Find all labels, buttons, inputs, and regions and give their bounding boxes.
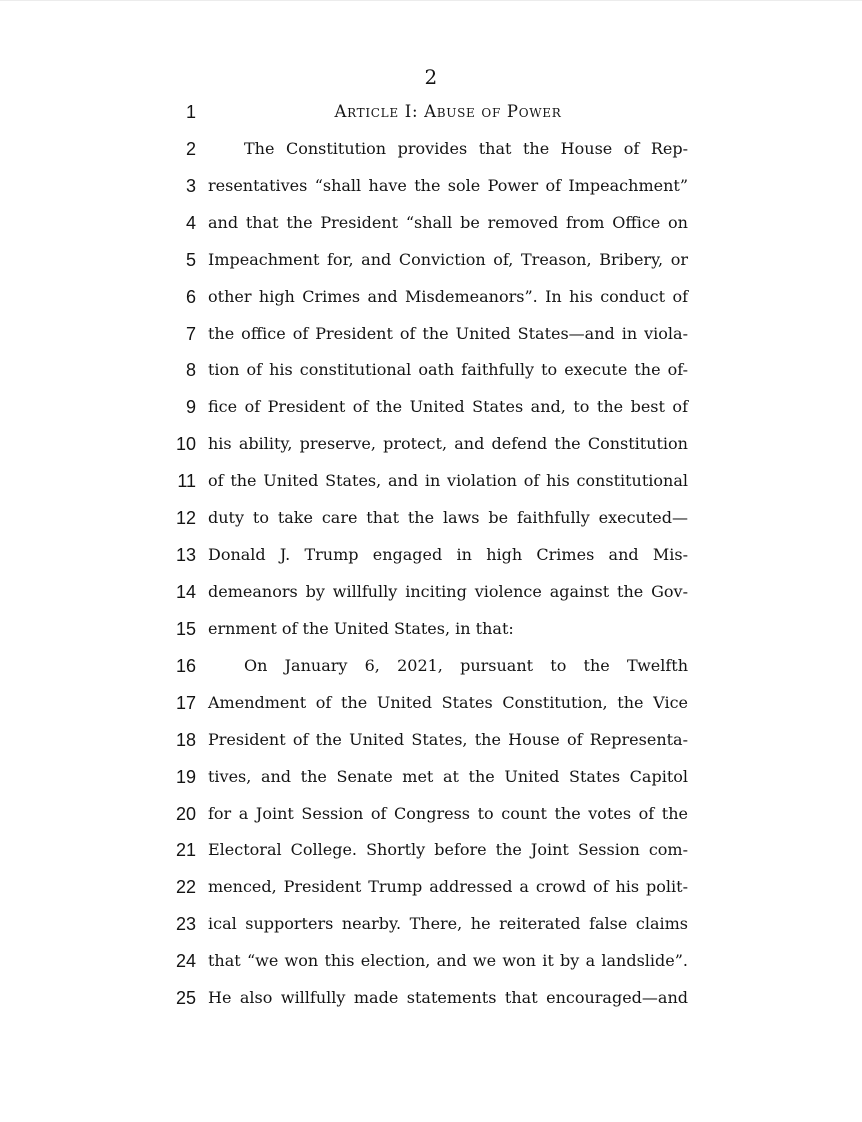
line-text: He also willfully made statements that encouraged—and (208, 988, 688, 1008)
line-text: ical supporters nearby. There, he reiterated false claims (208, 914, 688, 934)
line-text: for a Joint Session of Congress to count the votes of the (208, 803, 688, 823)
line-number: 14 (175, 581, 196, 602)
document-line (0, 869, 862, 906)
line-text: ernment of the United States, in that: (208, 618, 514, 638)
document-line (0, 242, 862, 279)
document-line (0, 389, 862, 426)
line-text: and that the President “shall be removed from Office on (208, 212, 688, 232)
line-number: 21 (175, 840, 196, 861)
line-number: 18 (175, 729, 196, 750)
document-line (0, 832, 862, 869)
line-number: 19 (175, 766, 196, 787)
line-text: his ability, preserve, protect, and defend the Constitution (208, 434, 688, 454)
document-line (0, 168, 862, 205)
page-number: 2 (424, 65, 438, 89)
document-line (0, 943, 862, 980)
line-number: 7 (185, 323, 196, 344)
line-number: 11 (177, 471, 196, 492)
line-number: 8 (185, 360, 196, 381)
line-number: 6 (185, 286, 196, 307)
document-line (0, 316, 862, 353)
line-number: 25 (175, 988, 196, 1009)
line-number: 4 (185, 212, 196, 233)
line-number: 15 (175, 618, 196, 639)
line-number: 23 (175, 914, 196, 935)
line-number: 2 (185, 138, 196, 159)
line-number: 24 (175, 951, 196, 972)
line-number: 5 (185, 249, 196, 270)
line-text: resentatives “shall have the sole Power of Impeachment” (208, 175, 688, 195)
heading-line (0, 94, 862, 131)
document-line (0, 648, 862, 685)
document-line (0, 980, 862, 1017)
line-text: menced, President Trump addressed a crowd of his polit- (208, 877, 688, 897)
line-text: demeanors by willfully inciting violence against the Gov- (208, 581, 688, 601)
line-text: the office of President of the United States—and in viola- (208, 323, 688, 343)
line-number: 13 (175, 545, 196, 566)
line-text: tion of his constitutional oath faithfully to execute the of- (208, 360, 688, 380)
document-line (0, 796, 862, 833)
line-text: other high Crimes and Misdemeanors”. In his conduct of (208, 286, 688, 306)
line-number: 1 (185, 102, 196, 122)
line-text: The Constitution provides that the House of Rep- (244, 138, 688, 158)
document-line (0, 574, 862, 611)
line-text: of the United States, and in violation of his constitutional (208, 471, 688, 491)
line-text: Impeachment for, and Conviction of, Treason, Bribery, or (208, 249, 688, 269)
line-text: Electoral College. Shortly before the Joint Session com- (208, 840, 688, 860)
document-line (0, 131, 862, 168)
line-number: 3 (185, 175, 196, 196)
document-line (0, 906, 862, 943)
line-text: President of the United States, the House of Representa- (208, 729, 688, 749)
line-text: duty to take care that the laws be faithfully executed— (208, 508, 688, 528)
line-number: 16 (175, 655, 196, 676)
document-line (0, 759, 862, 796)
line-number: 17 (175, 692, 196, 713)
document-line (0, 205, 862, 242)
line-text: that “we won this election, and we won it by a landslide”. (208, 951, 688, 971)
document-line (0, 537, 862, 574)
document-lines (0, 94, 862, 1017)
line-text: fice of President of the United States and, to the best of (208, 397, 688, 417)
article-heading: Article I: Abuse of Power (334, 102, 562, 121)
document-line (0, 279, 862, 316)
line-text: Donald J. Trump engaged in high Crimes and Mis- (208, 545, 688, 565)
line-number: 10 (175, 434, 196, 455)
line-text: Amendment of the United States Constitution, the Vice (208, 692, 688, 712)
document-line (0, 500, 862, 537)
document-line (0, 611, 862, 648)
line-number: 9 (185, 397, 196, 418)
line-text: tives, and the Senate met at the United States Capitol (208, 766, 688, 786)
line-number: 22 (175, 877, 196, 898)
line-number: 12 (175, 508, 196, 529)
line-text: On January 6, 2021, pursuant to the Twelfth (244, 655, 688, 675)
document-line (0, 722, 862, 759)
document-line (0, 426, 862, 463)
document-line (0, 352, 862, 389)
line-number: 20 (175, 803, 196, 824)
document-line (0, 685, 862, 722)
document-line (0, 463, 862, 500)
